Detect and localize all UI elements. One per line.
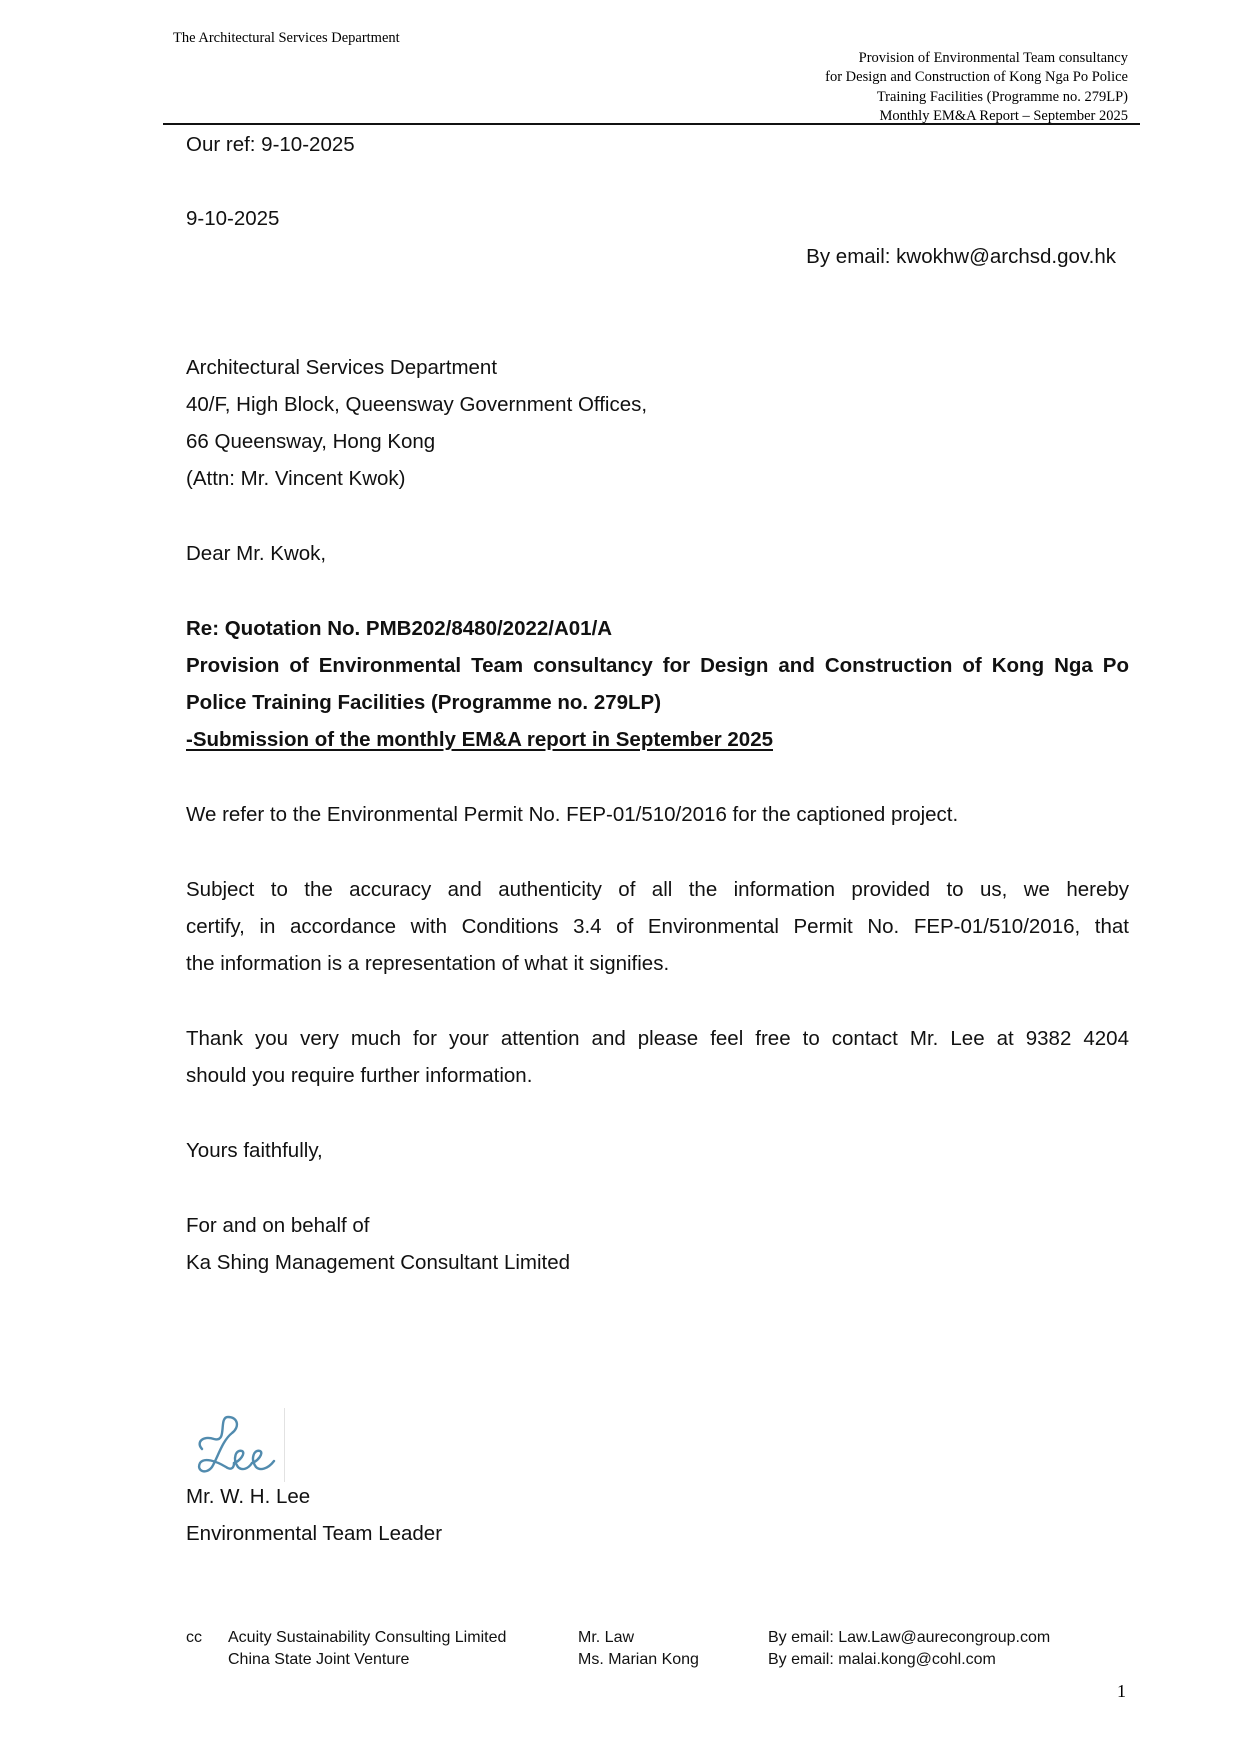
subject-submission: -Submission of the monthly EM&A report in September 2025 [186, 728, 773, 751]
signature-frame-edge [284, 1408, 285, 1482]
paragraph-certify-line-3: the information is a representation of what it signifies. [186, 952, 670, 975]
address-line-1: Architectural Services Department [186, 356, 498, 379]
signature-image [188, 1405, 286, 1483]
address-line-3: 66 Queensway, Hong Kong [186, 430, 436, 453]
closing: Yours faithfully, [186, 1139, 323, 1162]
subject-title-line-1: Provision of Environmental Team consultancy for Design and Construction of Kong Nga Po [186, 654, 1129, 677]
paragraph-permit-reference: We refer to the Environmental Permit No. FEP-01/510/2016 for the captioned project. [186, 803, 959, 826]
cc-email: By email: malai.kong@cohl.com [768, 1651, 996, 1668]
paragraph-certify-line-1: Subject to the accuracy and authenticity of all the information provided to us, we hereby [186, 878, 1129, 901]
our-ref: Our ref: 9-10-2025 [186, 133, 355, 156]
address-attn: (Attn: Mr. Vincent Kwok) [186, 467, 406, 490]
page-number: 1 [1117, 1681, 1126, 1701]
letter-date: 9-10-2025 [186, 207, 280, 230]
cc-organization: China State Joint Venture [228, 1651, 410, 1668]
recipient-email: By email: kwokhw@archsd.gov.hk [806, 245, 1116, 268]
cc-organization: Acuity Sustainability Consulting Limited [228, 1629, 507, 1646]
cc-person: Ms. Marian Kong [578, 1651, 699, 1668]
cc-label: cc [186, 1629, 202, 1646]
header-line-3: Training Facilities (Programme no. 279LP) [876, 88, 1128, 105]
subject-title-line-2: Police Training Facilities (Programme no. 279LP) [186, 691, 662, 714]
subject-quotation: Re: Quotation No. PMB202/8480/2022/A01/A [186, 617, 613, 640]
signatory-name: Mr. W. H. Lee [186, 1485, 311, 1508]
salutation: Dear Mr. Kwok, [186, 542, 327, 565]
signature-lee-icon [188, 1405, 286, 1483]
cc-person: Mr. Law [578, 1629, 635, 1646]
signatory-title: Environmental Team Leader [186, 1522, 443, 1545]
cc-email: By email: Law.Law@aurecongroup.com [768, 1629, 1051, 1646]
header-divider [163, 123, 1140, 125]
address-line-2: 40/F, High Block, Queensway Government Offices, [186, 393, 648, 416]
paragraph-certify-line-2: certify, in accordance with Conditions 3.4 of Environmental Permit No. FEP-01/510/2016, that [186, 915, 1129, 938]
paragraph-contact-line-1: Thank you very much for your attention and please feel free to contact Mr. Lee at 9382 4204 [186, 1027, 1129, 1050]
on-behalf-of: For and on behalf of [186, 1214, 370, 1237]
header-project-title [825, 49, 1128, 126]
header-line-2: for Design and Construction of Kong Nga Po Police [825, 69, 1128, 86]
company-name: Ka Shing Management Consultant Limited [186, 1251, 571, 1274]
header-department: The Architectural Services Department [173, 30, 400, 46]
paragraph-contact-line-2: should you require further information. [186, 1064, 533, 1087]
header-line-1: Provision of Environmental Team consultancy [858, 50, 1128, 66]
header-line-4: Monthly EM&A Report – September 2025 [879, 107, 1128, 124]
